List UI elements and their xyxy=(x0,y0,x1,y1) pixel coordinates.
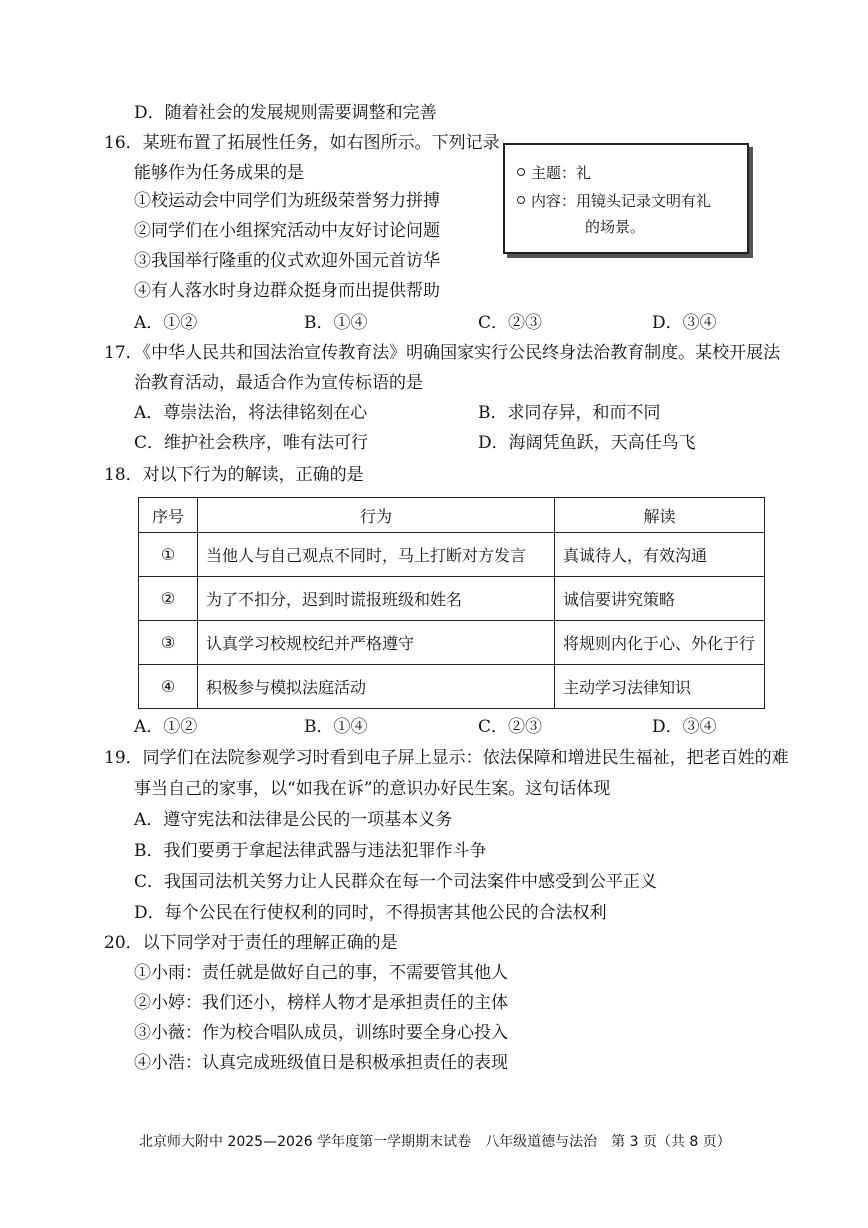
task-theme-row xyxy=(517,163,591,183)
table-row xyxy=(139,577,765,621)
row-index: ④ xyxy=(139,665,198,709)
header-behavior: 行为 xyxy=(198,498,555,533)
q19-option-b: B．我们要勇于拿起法律武器与违法犯罪作斗争 xyxy=(134,841,487,861)
q19-option-d: D．每个公民在行使权利的同时，不得损害其他公民的合法权利 xyxy=(134,903,607,923)
q17-option-c: C．维护社会秩序，唯有法可行 xyxy=(134,433,369,453)
q18-table xyxy=(138,497,765,709)
row-interpretation: 诚信要讲究策略 xyxy=(555,577,765,621)
q18-stem: 18．对以下行为的解读，正确的是 xyxy=(104,465,364,485)
q17-option-a: A．尊崇法治，将法律铭刻在心 xyxy=(134,403,368,423)
q16-item-4: ④有人落水时身边群众挺身而出提供帮助 xyxy=(134,281,440,301)
task-content-line1: 内容：用镜头记录文明有礼 xyxy=(531,192,712,210)
q19-option-c: C．我国司法机关努力让人民群众在每一个司法案件中感受到公平正义 xyxy=(134,872,658,892)
row-interpretation: 主动学习法律知识 xyxy=(555,665,765,709)
q20-item-4: ④小浩：认真完成班级值日是积极承担责任的表现 xyxy=(134,1053,508,1073)
task-theme: 主题：礼 xyxy=(531,164,592,182)
q16-stem-line1: 16．某班布置了拓展性任务，如右图所示。下列记录 xyxy=(104,133,500,153)
row-behavior: 为了不扣分，迟到时谎报班级和姓名 xyxy=(198,577,555,621)
q20-item-2: ②小婷：我们还小，榜样人物才是承担责任的主体 xyxy=(134,993,508,1013)
page-footer: 北京师大附中 2025—2026 学年度第一学期期末试卷 八年级道德与法治 第 3 页（共 8 页） xyxy=(139,1134,731,1150)
q17-option-d: D．海阔凭鱼跃，天高任鸟飞 xyxy=(478,433,696,453)
q18-option-c: C．②③ xyxy=(478,717,543,737)
table-row xyxy=(139,533,765,577)
row-interpretation: 真诚待人，有效沟通 xyxy=(555,533,765,577)
row-behavior: 当他人与自己观点不同时，马上打断对方发言 xyxy=(198,533,555,577)
q18-option-a: A．①② xyxy=(134,717,198,737)
table-row xyxy=(139,621,765,665)
q15-option-d: D．随着社会的发展规则需要调整和完善 xyxy=(134,103,437,123)
q16-item-2: ②同学们在小组探究活动中友好讨论问题 xyxy=(134,221,440,241)
row-behavior: 认真学习校规校纪并严格遵守 xyxy=(198,621,555,665)
header-index: 序号 xyxy=(139,498,198,533)
table-row xyxy=(139,665,765,709)
q16-option-d: D．③④ xyxy=(652,313,717,333)
q18-option-d: D．③④ xyxy=(652,717,717,737)
header-interpretation: 解读 xyxy=(555,498,765,533)
row-index: ① xyxy=(139,533,198,577)
q18-option-b: B．①④ xyxy=(304,717,368,737)
q16-item-3: ③我国举行隆重的仪式欢迎外国元首访华 xyxy=(134,251,440,271)
q16-task-card xyxy=(503,143,749,254)
q16-item-1: ①校运动会中同学们为班级荣誉努力拼搏 xyxy=(134,191,440,211)
q19-stem-line1: 19．同学们在法院参观学习时看到电子屏上显示：依法保障和增进民生福祉，把老百姓的难 xyxy=(104,748,789,768)
bullet-icon xyxy=(517,196,525,204)
q20-stem: 20．以下同学对于责任的理解正确的是 xyxy=(104,933,398,953)
q16-option-a: A．①② xyxy=(134,313,198,333)
row-interpretation: 将规则内化于心、外化于行 xyxy=(555,621,765,665)
row-index: ② xyxy=(139,577,198,621)
q17-option-b: B．求同存异，和而不同 xyxy=(478,403,661,423)
row-behavior: 积极参与模拟法庭活动 xyxy=(198,665,555,709)
table-header-row xyxy=(139,498,765,533)
q16-option-b: B．①④ xyxy=(304,313,368,333)
q20-item-3: ③小薇：作为校合唱队成员，训练时要全身心投入 xyxy=(134,1023,508,1043)
q16-option-c: C．②③ xyxy=(478,313,543,333)
q17-stem-line1: 17．《中华人民共和国法治宣传教育法》明确国家实行公民终身法治教育制度。某校开展法 xyxy=(104,343,781,363)
task-content-line2: 的场景。 xyxy=(585,218,646,236)
q16-stem-line2: 能够作为任务成果的是 xyxy=(134,163,304,183)
q20-item-1: ①小雨：责任就是做好自己的事，不需要管其他人 xyxy=(134,963,508,983)
row-index: ③ xyxy=(139,621,198,665)
q19-stem-line2: 事当自己的家事，以“如我在诉”的意识办好民生案。这句话体现 xyxy=(134,779,611,799)
task-content-row xyxy=(517,191,711,211)
q19-option-a: A．遵守宪法和法律是公民的一项基本义务 xyxy=(134,810,453,830)
bullet-icon xyxy=(517,168,525,176)
q17-stem-line2: 治教育活动，最适合作为宣传标语的是 xyxy=(134,373,423,393)
